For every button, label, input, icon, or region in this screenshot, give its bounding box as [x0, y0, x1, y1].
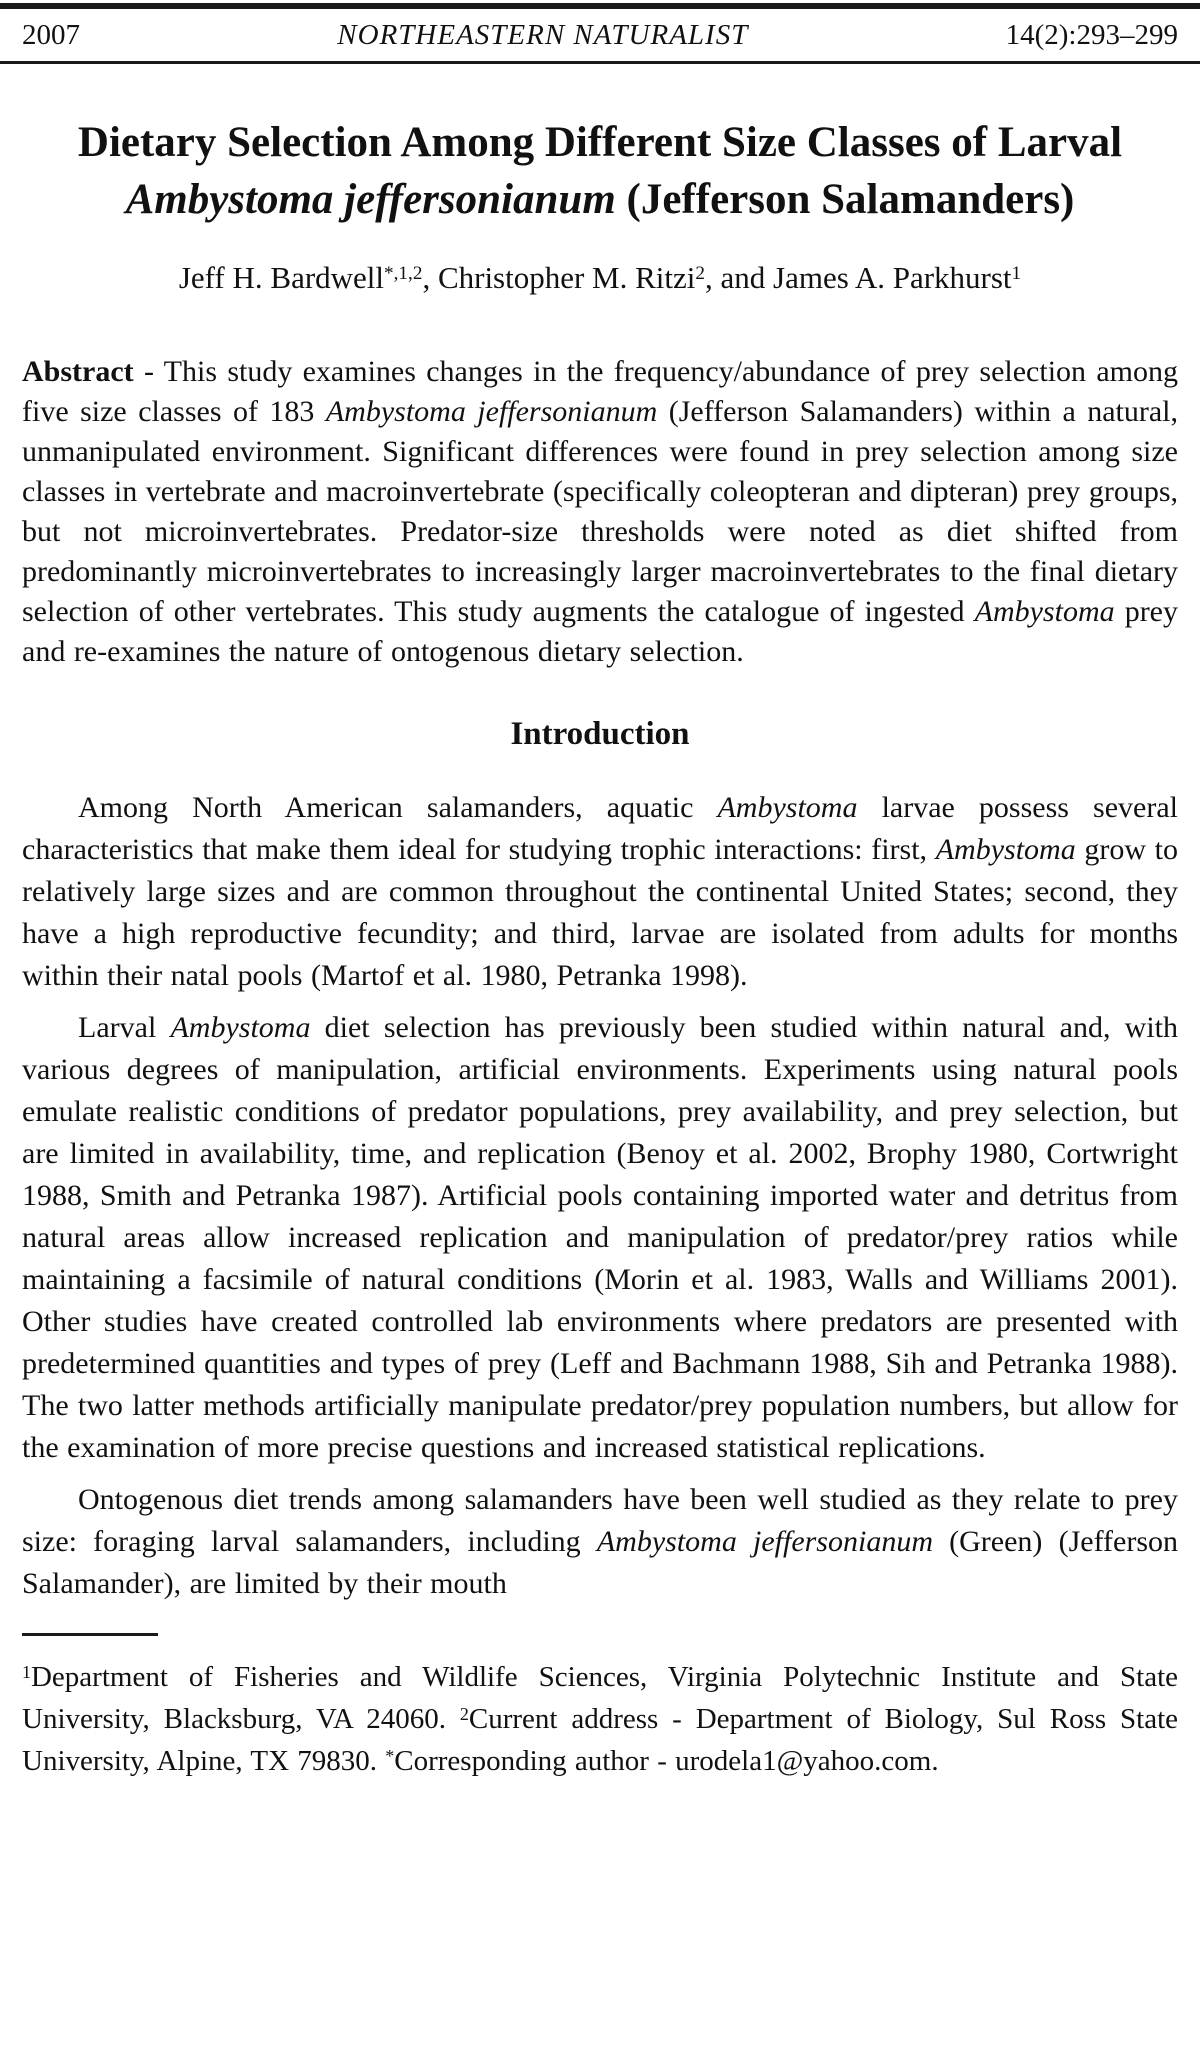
abstract-paragraph: Abstract - This study examines changes in the frequency/abundance of prey selection among five size classes of 183 Ambystoma jeffersonianum (Jefferson Salamanders) within a natural, unmanipulated environment. Significant differences were found in prey selection among size classes in vertebrate and macroinvertebrate (specifically coleopteran and dipteran) prey groups, but not microinvertebrates. Predator-size thresholds were noted as diet shifted from predominantly microinvertebrates to increasingly larger macroinvertebrates to the final dietary selection of other vertebrates. This study augments the catalogue of ingested Ambystoma prey and re-examines the nature of ontogenous dietary selection. — [22, 355, 1179, 668]
running-head-rule — [0, 61, 1200, 64]
section-heading-introduction: Introduction — [510, 716, 690, 752]
body-paragraph-2: Larval Ambystoma diet selection has previously been studied within natural and, with various degrees of manipulation, artificial environments. Experiments using natural pools emulate realistic conditions of predator populations, prey availability, and prey selection, but are limited in availability, time, and replication (Benoy et al. 2002, Brophy 1980, Cortwright 1988, Smith and Petranka 1987). Artificial pools containing imported water and detritus from natural areas allow increased replication and manipulation of predator/prey ratios while maintaining a facsimile of natural conditions (Morin et al. 1983, Walls and Williams 2001). Other studies have created controlled lab environments where predators are presented with predetermined quantities and types of prey (Leff and Bachmann 1988, Sih and Petranka 1988). The two latter methods artificially manipulate predator/prey population numbers, but allow for the examination of more precise questions and increased statistical replications. — [22, 1011, 1179, 1464]
footnote-text: $^1$Department of Fisheries and Wildlife Sciences, Virginia Polytechnic Institute and State University, Blacksburg, VA 24060. $^2$Current address - Department of Biology, Sul Ross State University, Alpine, TX 79830. *Corresponding author - urodela1@yahoo.com. — [22, 1661, 1178, 1777]
running-head — [0, 9, 1200, 52]
authors-line: Jeff H. Bardwell$^{*,1,2}$, Christopher M. Ritzi$^2$, and James A. Parkhurst$^1$ — [178, 260, 1022, 295]
body-paragraph-1: Among North American salamanders, aquatic Ambystoma larvae possess several characteristics that make them ideal for studying trophic interactions: first, Ambystoma grow to relatively large sizes and are common throughout the continental United States; second, they have a high reproductive fecundity; and third, larvae are isolated from adults for months within their natal pools (Martof et al. 1980, Petranka 1998). — [22, 791, 1178, 992]
article-title — [30, 114, 1170, 228]
running-head-year: 2007 — [22, 19, 80, 51]
running-head-journal: NORTHEASTERN NATURALIST — [337, 19, 749, 51]
article-title-line-2: Ambystoma jeffersonianum (Jefferson Salamanders) — [125, 176, 1075, 223]
running-head-citation: 14(2):293–299 — [1005, 19, 1178, 51]
body-paragraph-3: Ontogenous diet trends among salamanders have been well studied as they relate to prey size: foraging larval salamanders, including Ambystoma jeffersonianum (Green) (Jefferson Salamander), are limited by their mouth — [22, 1483, 1178, 1600]
footnote-separator-rule — [22, 1633, 158, 1636]
article-title-line-1: Dietary Selection Among Different Size Classes of Larval — [77, 119, 1123, 166]
